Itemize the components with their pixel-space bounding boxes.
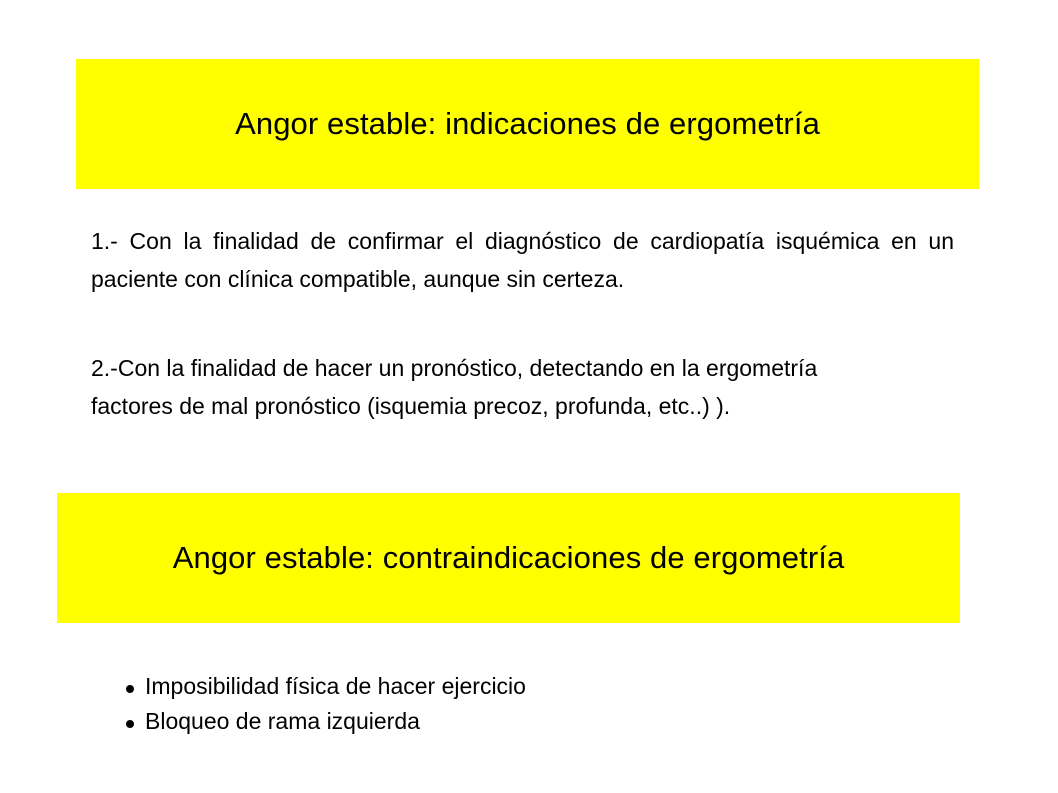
- contraindications-title: Angor estable: contraindicaciones de ergometría: [172, 540, 845, 575]
- list-item-text: Imposibilidad física de hacer ejercicio: [145, 673, 526, 699]
- list-item-text: Bloqueo de rama izquierda: [145, 708, 420, 734]
- indications-title-banner: [76, 59, 979, 189]
- indication-item-1: 1.- Con la finalidad de confirmar el diagnóstico de cardiopatía isquémica en un paciente con clínica compatible, aunque sin certeza.: [91, 228, 954, 292]
- bullet-icon: [126, 685, 134, 693]
- list-item: [126, 704, 526, 739]
- contraindications-list: [126, 669, 526, 739]
- contraindications-title-banner: [57, 493, 960, 623]
- list-item: [126, 669, 526, 704]
- indication-item-2: 2.-Con la finalidad de hacer un pronóstico, detectando en la ergometría factores de mal pronóstico (isquemia precoz, profunda, etc..) ).: [91, 355, 818, 419]
- indications-title: Angor estable: indicaciones de ergometría: [235, 106, 820, 141]
- bullet-icon: [126, 720, 134, 728]
